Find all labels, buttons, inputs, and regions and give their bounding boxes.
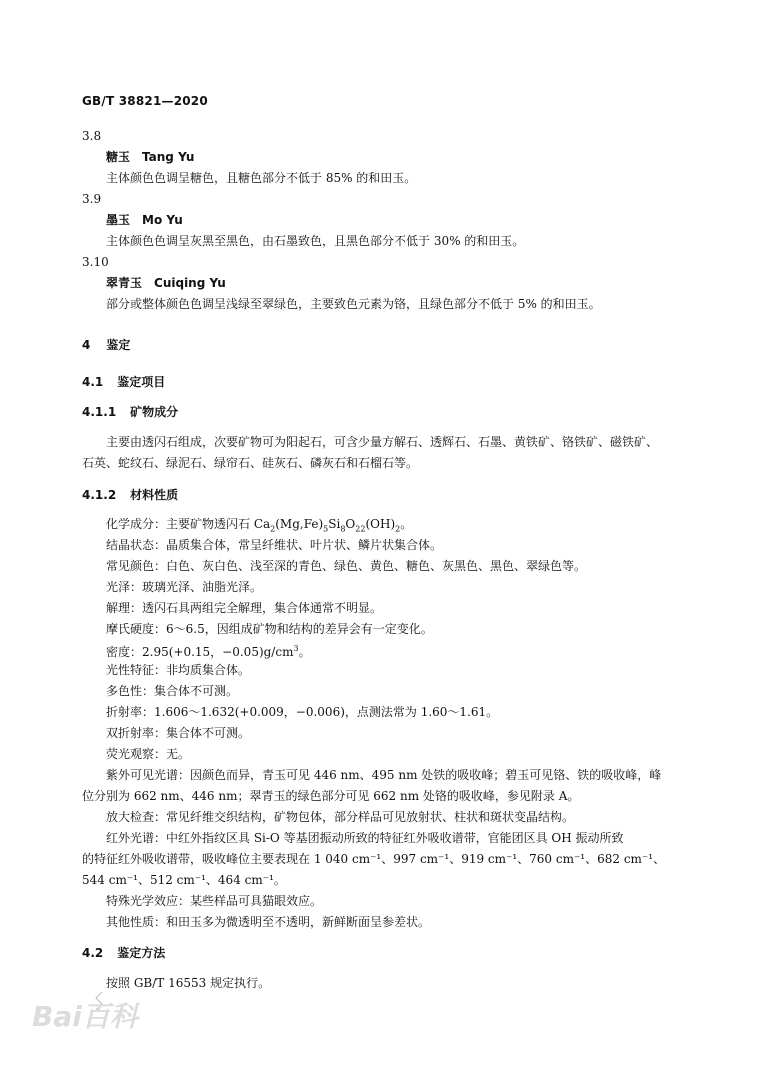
paragraph-line: 石英、蛇纹石、绿泥石、绿帘石、硅灰石、磷灰石和石榴石等。 [82,456,419,470]
property-line: 多色性：集合体不可测。 [106,684,239,698]
paragraph-line: 的特征红外吸收谱带，吸收峰位主要表现在 1 040 cm⁻¹、997 cm⁻¹、919 cm⁻¹、760 cm⁻¹、682 cm⁻¹、 [82,852,666,866]
term-en: Tang Yu [142,150,195,164]
term-zh: 翠青玉 [106,276,143,290]
term-definition: 主体颜色色调呈灰黑至黑色，由石墨致色，且黑色部分不低于 30% 的和田玉。 [106,234,525,248]
baidu-watermark-logo [30,996,220,1036]
paragraph-line: 紫外可见光谱：因颜色而异，青玉可见 446 nm、495 nm 处铁的吸收峰；碧玉可见铬、铁的吸收峰，峰 [106,768,662,782]
section-heading-4-1: 4.1 鉴定项目 [82,375,166,389]
property-line: 光泽：玻璃光泽、油脂光泽。 [106,580,263,594]
term-number: 3.8 [82,129,102,143]
standard-code-header: GB/T 38821—2020 [82,94,208,108]
term-number: 3.9 [82,192,102,206]
term-definition: 主体颜色色调呈糖色，且糖色部分不低于 85% 的和田玉。 [106,171,417,185]
paragraph-line: 红外光谱：中红外指纹区具 Si-O 等基团振动所致的特征红外吸收谱带，官能团区具 OH 振动所致 [106,831,624,845]
paragraph-line: 按照 GB/T 16553 规定执行。 [106,976,271,990]
term-zh: 墨玉 [106,213,131,227]
term-title [106,275,226,291]
property-line: 摩氏硬度：6～6.5，因组成矿物和结构的差异会有一定变化。 [106,622,433,636]
property-line: 光性特征：非均质集合体。 [106,663,251,677]
term-number: 3.10 [82,255,109,269]
term-title [106,149,194,165]
term-zh: 糖玉 [106,150,131,164]
paragraph-line: 位分别为 662 nm、446 nm；翠青玉的绿色部分可见 662 nm 处铬的吸收峰，参见附录 A。 [82,789,580,803]
property-line: 特殊光学效应：某些样品可具猫眼效应。 [106,894,323,908]
term-definition: 部分或整体颜色色调呈浅绿至翠绿色，主要致色元素为铬，且绿色部分不低于 5% 的和田玉。 [106,297,601,311]
section-heading-4-1-2: 4.1.2 材料性质 [82,488,179,502]
term-title [106,212,183,228]
watermark-text: Bai百科 [32,1000,138,1033]
density-line: 密度：2.95(+0.15，$-0.05)g/cm^3$。 [106,644,311,659]
term-en: Mo Yu [142,213,183,227]
property-line: 双折射率：集合体不可测。 [106,726,251,740]
property-line: 其他性质：和田玉多为微透明至不透明，新鲜断面呈参差状。 [106,915,431,929]
property-line: 常见颜色：白色、灰白色、浅至深的青色、绿色、黄色、糖色、灰黑色、黑色、翠绿色等。 [106,559,587,573]
property-line: 结晶状态：晶质集合体，常呈纤维状、叶片状、鳞片状集合体。 [106,538,443,552]
paragraph-line: 544 cm⁻¹、512 cm⁻¹、464 cm⁻¹。 [82,873,286,887]
paragraph-line: 主要由透闪石组成，次要矿物可为阳起石，可含少量方解石、透辉石、石墨、黄铁矿、铬铁矿、磁铁矿、 [106,435,659,449]
property-line: 荧光观察：无。 [106,747,191,761]
property-line: 折射率：1.606～1.632(+0.009，−0.006)，点测法常为 1.60～1.61。 [106,705,499,719]
property-line: 解理：透闪石具两组完全解理，集合体通常不明显。 [106,601,383,615]
section-heading-4-1-1: 4.1.1 矿物成分 [82,405,179,419]
term-en: Cuiqing Yu [154,276,226,290]
property-line: 放大检查：常见纤维交织结构，矿物包体，部分样品可见放射状、柱状和斑状变晶结构。 [106,810,575,824]
section-heading-4-2: 4.2 鉴定方法 [82,946,166,960]
section-heading-4: 4 鉴定 [82,338,131,352]
chemical-composition-line: 化学成分：主要矿物透闪石 $Ca_2(Mg,Fe)_5Si_8O_{22}(OH)_2$。 [106,517,413,534]
